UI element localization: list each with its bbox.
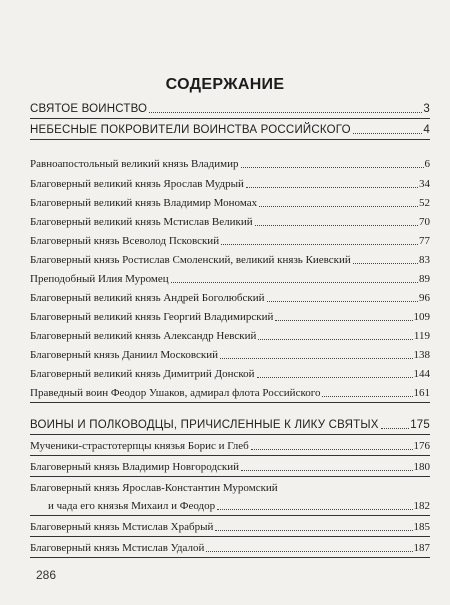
divider xyxy=(30,557,430,558)
toc-page-number: 6 xyxy=(424,158,430,170)
toc-entry-title: Праведный воин Феодор Ушаков, адмирал флота Российского xyxy=(30,387,321,399)
dot-leader xyxy=(258,339,413,340)
divider xyxy=(30,402,430,403)
dot-leader xyxy=(246,187,418,188)
toc-entry[interactable] xyxy=(30,213,430,229)
toc-page-number: 187 xyxy=(413,542,430,554)
toc-entry[interactable] xyxy=(30,270,430,286)
dot-leader xyxy=(171,282,418,283)
toc-entry-title: Благоверный великий князь Владимир Мономах xyxy=(30,197,258,209)
toc-page-number: 176 xyxy=(413,440,430,452)
toc-page-number: 77 xyxy=(419,235,430,247)
toc-page-number: 138 xyxy=(413,349,430,361)
toc-page-number: 70 xyxy=(419,216,430,228)
toc-entry-title: Благоверный великий князь Андрей Боголюбский xyxy=(30,292,265,304)
toc-page-number: 52 xyxy=(419,197,430,209)
toc-section-title: НЕБЕСНЫЕ ПОКРОВИТЕЛИ ВОИНСТВА РОССИЙСКОГО xyxy=(30,124,351,136)
toc-entry-title: Благоверный князь Владимир Новгородский xyxy=(30,461,240,473)
toc-entry[interactable] xyxy=(30,289,430,305)
divider xyxy=(30,118,430,119)
toc-entry-title: Мученики-страстотерпцы князья Борис и Глеб xyxy=(30,440,249,452)
toc-section-title: СВЯТОЕ ВОИНСТВО xyxy=(30,103,148,115)
dot-leader xyxy=(259,206,418,207)
divider xyxy=(30,515,430,516)
toc-section-title: ВОИНЫ И ПОЛКОВОДЦЫ, ПРИЧИСЛЕННЫЕ К ЛИКУ СВЯТЫХ xyxy=(30,419,379,431)
toc-entry-title: Благоверный великий князь Александр Невский xyxy=(30,330,257,342)
toc-page-number: 185 xyxy=(413,521,430,533)
toc-entry-title: и чада его князья Михаил и Феодор xyxy=(48,500,216,512)
toc-entry[interactable] xyxy=(30,518,430,534)
dot-leader xyxy=(149,112,422,113)
dot-leader xyxy=(241,470,412,471)
dot-leader xyxy=(221,244,418,245)
toc-page-number: 4 xyxy=(423,124,430,136)
toc-entry-title: Благоверный князь Всеволод Псковский xyxy=(30,235,220,247)
dot-leader xyxy=(251,449,413,450)
page-title: СОДЕРЖАНИЕ xyxy=(165,76,285,93)
toc-page-number: 83 xyxy=(419,254,430,266)
dot-leader xyxy=(322,396,412,397)
toc-entry-title: Равноапостольный великий князь Владимир xyxy=(30,158,239,170)
toc-page-number: 34 xyxy=(419,178,430,190)
toc-entry[interactable] xyxy=(30,384,430,400)
dot-leader xyxy=(257,377,413,378)
divider xyxy=(30,476,430,477)
dot-leader xyxy=(220,358,413,359)
toc-entry-title: Благоверный князь Ярослав-Константин Муромский xyxy=(30,482,278,494)
toc-page-number: 175 xyxy=(410,419,430,431)
dot-leader xyxy=(255,225,418,226)
toc-entry[interactable] xyxy=(30,437,430,453)
divider xyxy=(30,536,430,537)
toc-section[interactable] xyxy=(30,416,430,432)
dot-leader xyxy=(241,167,424,168)
dot-leader xyxy=(353,263,418,264)
toc-entry-title: Благоверный великий князь Георгий Владимирский xyxy=(30,311,274,323)
toc-entry[interactable] xyxy=(30,155,430,171)
toc-entry[interactable] xyxy=(30,194,430,210)
dot-leader xyxy=(275,320,412,321)
toc-page-number: 96 xyxy=(419,292,430,304)
toc-entry[interactable] xyxy=(30,175,430,191)
toc-entry-title: Благоверный князь Мстислав Удалой xyxy=(30,542,205,554)
toc-section[interactable] xyxy=(30,121,430,137)
toc-page-number: 3 xyxy=(423,103,430,115)
toc-entry-title: Благоверный князь Ростислав Смоленский, великий князь Киевский xyxy=(30,254,351,266)
dot-leader xyxy=(381,428,410,429)
dot-leader xyxy=(206,551,412,552)
toc-page-number: 144 xyxy=(413,368,430,380)
toc-entry[interactable] xyxy=(30,458,430,474)
toc-entry[interactable] xyxy=(30,232,430,248)
dot-leader xyxy=(353,133,423,134)
toc-entry-continuation[interactable] xyxy=(48,497,430,513)
toc-page-number: 89 xyxy=(419,273,430,285)
toc-page-number: 109 xyxy=(413,311,430,323)
toc-entry-title: Благоверный князь Мстислав Храбрый xyxy=(30,521,214,533)
toc-entry-title: Благоверный великий князь Мстислав Великий xyxy=(30,216,253,228)
toc-page-number: 182 xyxy=(413,500,430,512)
toc-entry[interactable] xyxy=(30,365,430,381)
dot-leader xyxy=(217,509,412,510)
toc-entry-title: Благоверный великий князь Димитрий Донской xyxy=(30,368,255,380)
toc-section[interactable] xyxy=(30,100,430,116)
toc-entry[interactable] xyxy=(30,346,430,362)
toc-page-number: 119 xyxy=(413,330,430,342)
toc-page-number: 161 xyxy=(413,387,430,399)
dot-leader xyxy=(267,301,418,302)
divider xyxy=(30,434,430,435)
divider xyxy=(30,455,430,456)
toc-entry[interactable] xyxy=(30,479,430,495)
toc-entry-title: Преподобный Илия Муромец xyxy=(30,273,169,285)
toc-entry[interactable] xyxy=(30,251,430,267)
divider xyxy=(30,139,430,140)
toc-entry[interactable] xyxy=(30,539,430,555)
toc-entry[interactable] xyxy=(30,308,430,324)
page-number: 286 xyxy=(36,568,57,582)
toc-entry-title: Благоверный князь Даниил Московский xyxy=(30,349,218,361)
toc-entry[interactable] xyxy=(30,327,430,343)
toc-entry-title: Благоверный великий князь Ярослав Мудрый xyxy=(30,178,244,190)
dot-leader xyxy=(215,530,412,531)
toc-page-number: 180 xyxy=(413,461,430,473)
